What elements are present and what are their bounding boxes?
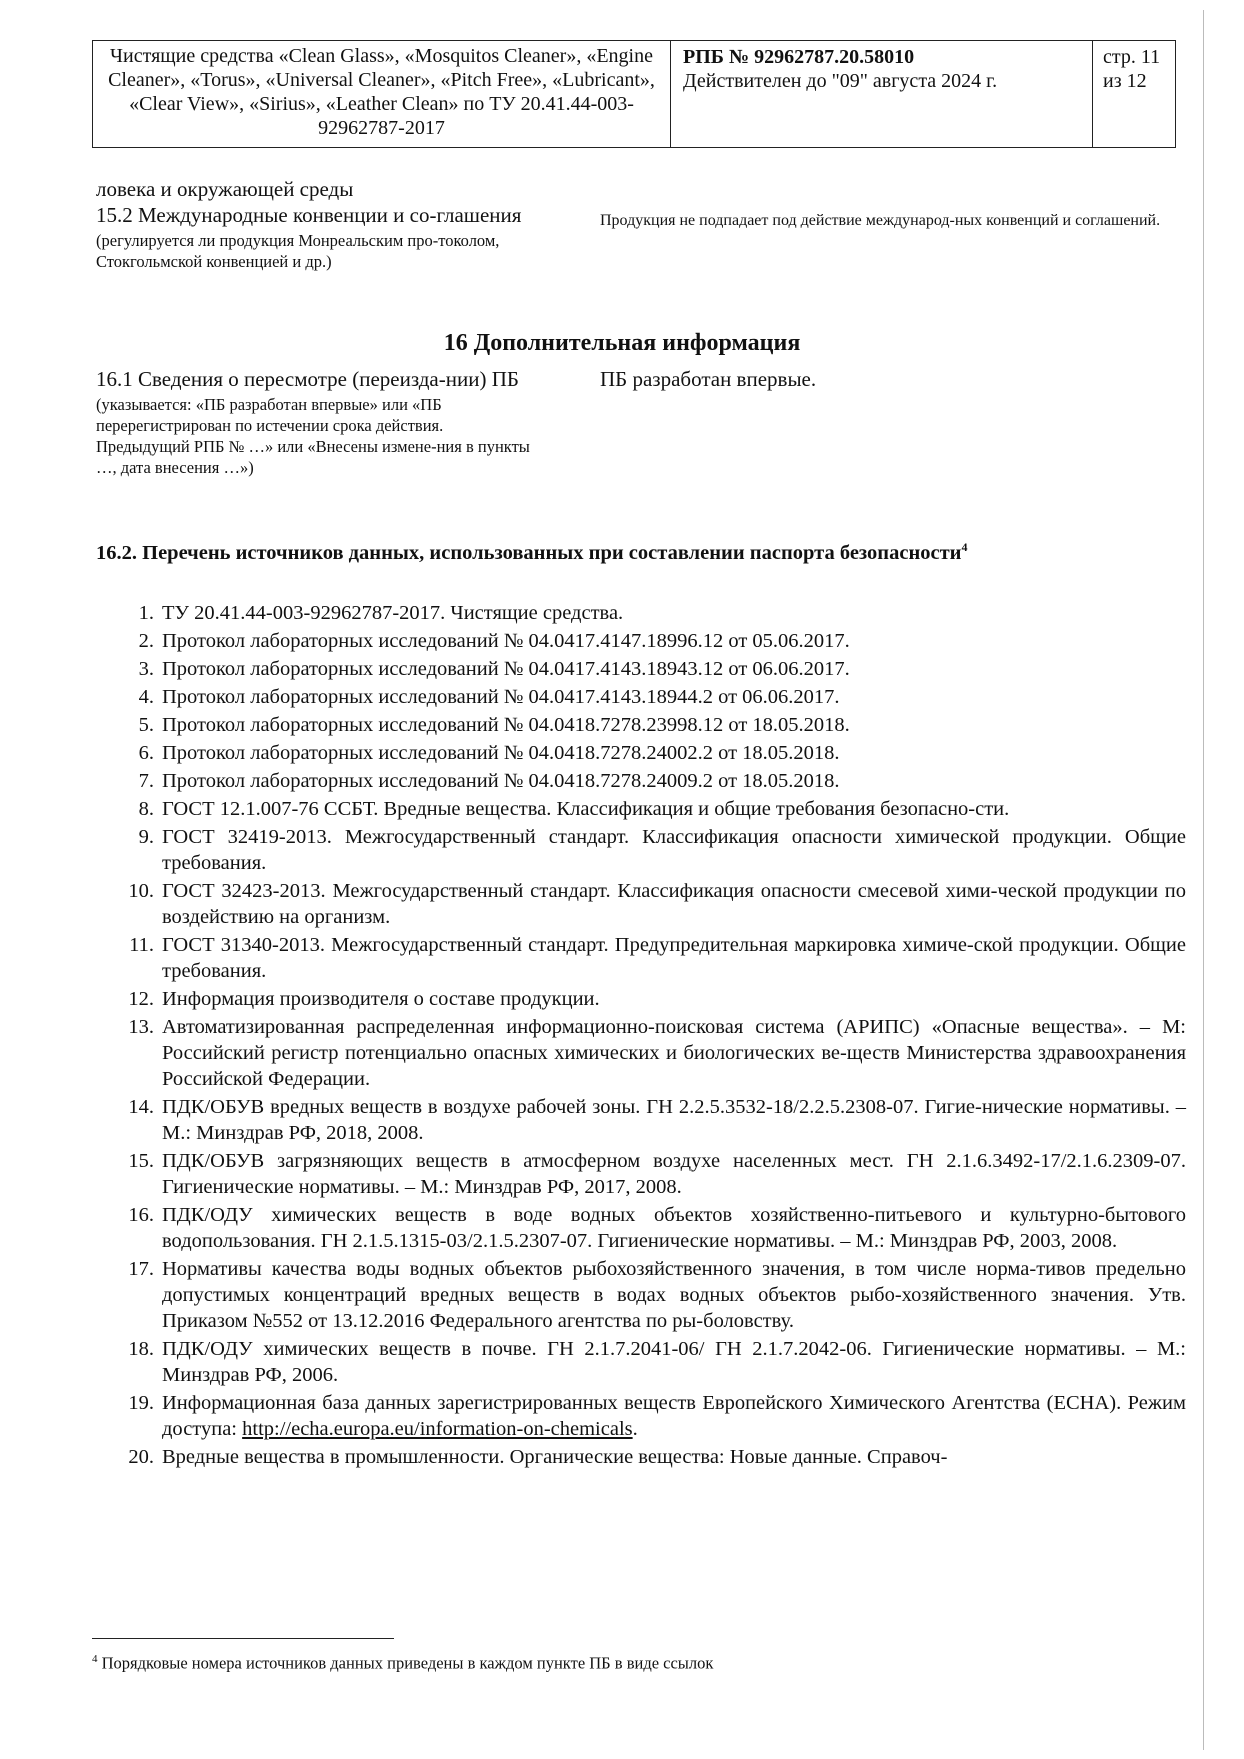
item-16-1-value: ПБ разработан впервые. xyxy=(600,367,817,391)
source-text: ТУ 20.41.44-003-92962787-2017. Чистящие средства. xyxy=(162,602,624,624)
source-text: ПДК/ОБУВ загрязняющих веществ в атмосферном воздухе населенных мест. ГН 2.1.6.3492-17/2.1.6.2309-07. Гигиенические нормативы. – М.: Минздрав РФ, 2017, 2008. xyxy=(162,1150,1186,1198)
source-item xyxy=(118,824,1186,876)
source-number: 11. xyxy=(129,934,154,956)
source-item xyxy=(118,684,1186,710)
source-item xyxy=(118,712,1186,738)
source-number: 9. xyxy=(138,826,154,848)
footnote-text: Порядковые номера источников данных приведены в каждом пункте ПБ в виде ссылок xyxy=(97,1653,714,1673)
source-number: 12. xyxy=(128,988,154,1010)
source-text-wrap xyxy=(162,932,1186,984)
source-text: Информация производителя о составе продукции. xyxy=(162,988,600,1010)
source-text: Протокол лабораторных исследований № 04.0418.7278.23998.12 от 18.05.2018. xyxy=(162,714,850,736)
page-total: из 12 xyxy=(1103,70,1147,92)
source-text-wrap xyxy=(162,1336,1186,1388)
source-number: 18. xyxy=(128,1338,154,1360)
source-item xyxy=(118,796,1186,822)
sources-list-title-text: 16.2. Перечень источников данных, использованных при составлении паспорта безопасности xyxy=(96,541,962,564)
source-text-wrap xyxy=(162,1148,1186,1200)
source-text-wrap xyxy=(162,768,1186,794)
footnote-mark: 4 xyxy=(92,1653,98,1665)
source-text: Вредные вещества в промышленности. Органические вещества: Новые данные. Справоч- xyxy=(162,1446,948,1468)
source-text-wrap xyxy=(162,824,1186,876)
source-item xyxy=(118,932,1186,984)
source-number: 2. xyxy=(138,630,154,652)
source-number: 3. xyxy=(138,658,154,680)
source-text-wrap xyxy=(162,878,1186,930)
source-text-wrap xyxy=(162,628,1186,654)
source-text-wrap xyxy=(162,740,1186,766)
footnote-divider xyxy=(92,1638,394,1639)
header-rpb-cell xyxy=(671,41,1093,147)
sources-list xyxy=(118,600,1186,1472)
source-number: 19. xyxy=(128,1392,154,1414)
footnote-ref: 4 xyxy=(961,540,968,554)
source-text: Протокол лабораторных исследований № 04.0418.7278.24002.2 от 18.05.2018. xyxy=(162,742,840,764)
source-text: Нормативы качества воды водных объектов рыбохозяйственного значения, в том числе норма-тивов предельно допустимых концентраций вредных веществ в водах водных объектов рыбо-хозяйственного значения. Утв. Приказом №552 от 13.12.2016 Федерального агентства по ры-боловству. xyxy=(162,1258,1186,1332)
item-16-1-hint: (указывается: «ПБ разработан впервые» или «ПБ перерегистрирован по истечении срока действия. Предыдущий РПБ № …» или «Внесены измене-ния в пункты …, дата внесения …») xyxy=(96,395,530,477)
source-text: Протокол лабораторных исследований № 04.0417.4147.18996.12 от 05.06.2017. xyxy=(162,630,850,652)
source-item xyxy=(118,1202,1186,1254)
source-number: 14. xyxy=(128,1096,154,1118)
source-text: ПДК/ОБУВ вредных веществ в воздухе рабочей зоны. ГН 2.2.5.3532-18/2.2.5.2308-07. Гигие-нические нормативы. – М.: Минздрав РФ, 2018, 2008. xyxy=(162,1096,1186,1144)
source-text: Протокол лабораторных исследований № 04.0417.4143.18944.2 от 06.06.2017. xyxy=(162,686,840,708)
item-15-2-title: 15.2 Международные конвенции и со-глашения xyxy=(96,203,522,227)
source-item xyxy=(118,768,1186,794)
scan-edge-line xyxy=(1203,10,1204,1750)
source-number: 5. xyxy=(138,714,154,736)
source-text: Протокол лабораторных исследований № 04.0418.7278.24009.2 от 18.05.2018. xyxy=(162,770,840,792)
rpb-number: РПБ № 92962787.20.58010 xyxy=(683,46,915,68)
source-text: ГОСТ 31340-2013. Межгосударственный стандарт. Предупредительная маркировка химиче-ской продукции. Общие требования. xyxy=(162,934,1186,982)
source-text: ПДК/ОДУ химических веществ в воде водных объектов хозяйственно-питьевого и культурно-бытового водопользования. ГН 2.1.5.1315-03/2.1.5.2307-07. Гигиенические нормативы. – М.: Минздрав РФ, 2003, 2008. xyxy=(162,1204,1186,1252)
source-number: 1. xyxy=(138,602,154,624)
source-text-wrap xyxy=(162,796,1186,822)
header-products-cell: Чистящие средства «Clean Glass», «Mosquitos Cleaner», «Engine Cleaner», «Torus», «Universal Cleaner», «Pitch Free», «Lubricant», «Clear View», «Sirius», «Leather Clean» по ТУ 20.41.44-003-92962787-2017 xyxy=(93,41,671,147)
section15-continuation: ловека и окружающей среды xyxy=(96,177,354,201)
source-text-wrap xyxy=(162,656,1186,682)
source-number: 15. xyxy=(128,1150,154,1172)
source-text-wrap xyxy=(162,986,1186,1012)
source-item xyxy=(118,1336,1186,1388)
page-label: стр. 11 xyxy=(1103,46,1161,68)
source-item xyxy=(118,628,1186,654)
source-number: 16. xyxy=(128,1204,154,1226)
source-item xyxy=(118,1014,1186,1092)
source-text: Протокол лабораторных исследований № 04.0417.4143.18943.12 от 06.06.2017. xyxy=(162,658,850,680)
source-item xyxy=(118,600,1186,626)
source-number: 6. xyxy=(138,742,154,764)
source-number: 4. xyxy=(138,686,154,708)
source-text-wrap xyxy=(162,600,1186,626)
source-text-wrap xyxy=(162,684,1186,710)
source-item xyxy=(118,1444,1186,1470)
source-item xyxy=(118,878,1186,930)
section16-title: 16 Дополнительная информация xyxy=(443,330,801,356)
header-page-cell xyxy=(1093,41,1175,147)
source-link[interactable]: http://echa.europa.eu/information-on-chemicals xyxy=(242,1418,633,1440)
source-text: ГОСТ 32423-2013. Межгосударственный стандарт. Классификация опасности смесевой хими-ческой продукции по воздействию на организм. xyxy=(162,880,1186,928)
section16-left xyxy=(96,366,540,478)
source-item xyxy=(118,1390,1186,1442)
source-number: 17. xyxy=(128,1258,154,1280)
source-text-wrap xyxy=(162,712,1186,738)
source-text-wrap xyxy=(162,1444,1186,1470)
source-number: 20. xyxy=(128,1446,154,1468)
source-text: ПДК/ОДУ химических веществ в почве. ГН 2.1.7.2041-06/ ГН 2.1.7.2042-06. Гигиенические нормативы. – М.: Минздрав РФ, 2006. xyxy=(162,1338,1186,1386)
source-number: 8. xyxy=(138,798,154,820)
source-text: ГОСТ 32419-2013. Межгосударственный стандарт. Классификация опасности химической продукции. Общие требования. xyxy=(162,826,1186,874)
source-item xyxy=(118,1094,1186,1146)
source-item xyxy=(118,986,1186,1012)
source-text: Информационная база данных зарегистрированных веществ Европейского Химического Агентства (ECHA). Режим доступа: xyxy=(162,1392,1186,1440)
header-table xyxy=(92,40,1176,148)
source-text-wrap xyxy=(162,1014,1186,1092)
source-text-wrap xyxy=(162,1390,1186,1442)
item-15-2-hint: (регулируется ли продукция Монреальским про-токолом, Стокгольмской конвенцией и др.) xyxy=(96,231,500,271)
item-15-2-value: Продукция не подпадает под действие международ-ных конвенций и соглашений. xyxy=(600,212,1161,229)
source-text-wrap xyxy=(162,1094,1186,1146)
source-text-wrap xyxy=(162,1202,1186,1254)
source-number: 7. xyxy=(138,770,154,792)
item-16-1-title: 16.1 Сведения о пересмотре (переизда-нии) ПБ xyxy=(96,367,519,391)
source-number: 10. xyxy=(128,880,154,902)
source-text: Автоматизированная распределенная информационно-поисковая система (АРИПС) «Опасные вещества». – М: Российский регистр потенциально опасных химических и биологических ве-ществ Министерства здравоохранения Российской Федерации. xyxy=(162,1016,1186,1090)
source-item xyxy=(118,740,1186,766)
source-item xyxy=(118,1256,1186,1334)
valid-until: Действителен до "09" августа 2024 г. xyxy=(683,70,998,92)
footnote xyxy=(92,1648,713,1675)
section15-left xyxy=(96,176,540,272)
source-number: 13. xyxy=(128,1016,154,1038)
source-text-wrap xyxy=(162,1256,1186,1334)
source-text: ГОСТ 12.1.007-76 ССБТ. Вредные вещества. Классификация и общие требования безопасно-сти. xyxy=(162,798,1010,820)
source-item xyxy=(118,656,1186,682)
sources-list-title xyxy=(96,540,1186,565)
source-text-after: . xyxy=(632,1418,638,1440)
source-item xyxy=(118,1148,1186,1200)
